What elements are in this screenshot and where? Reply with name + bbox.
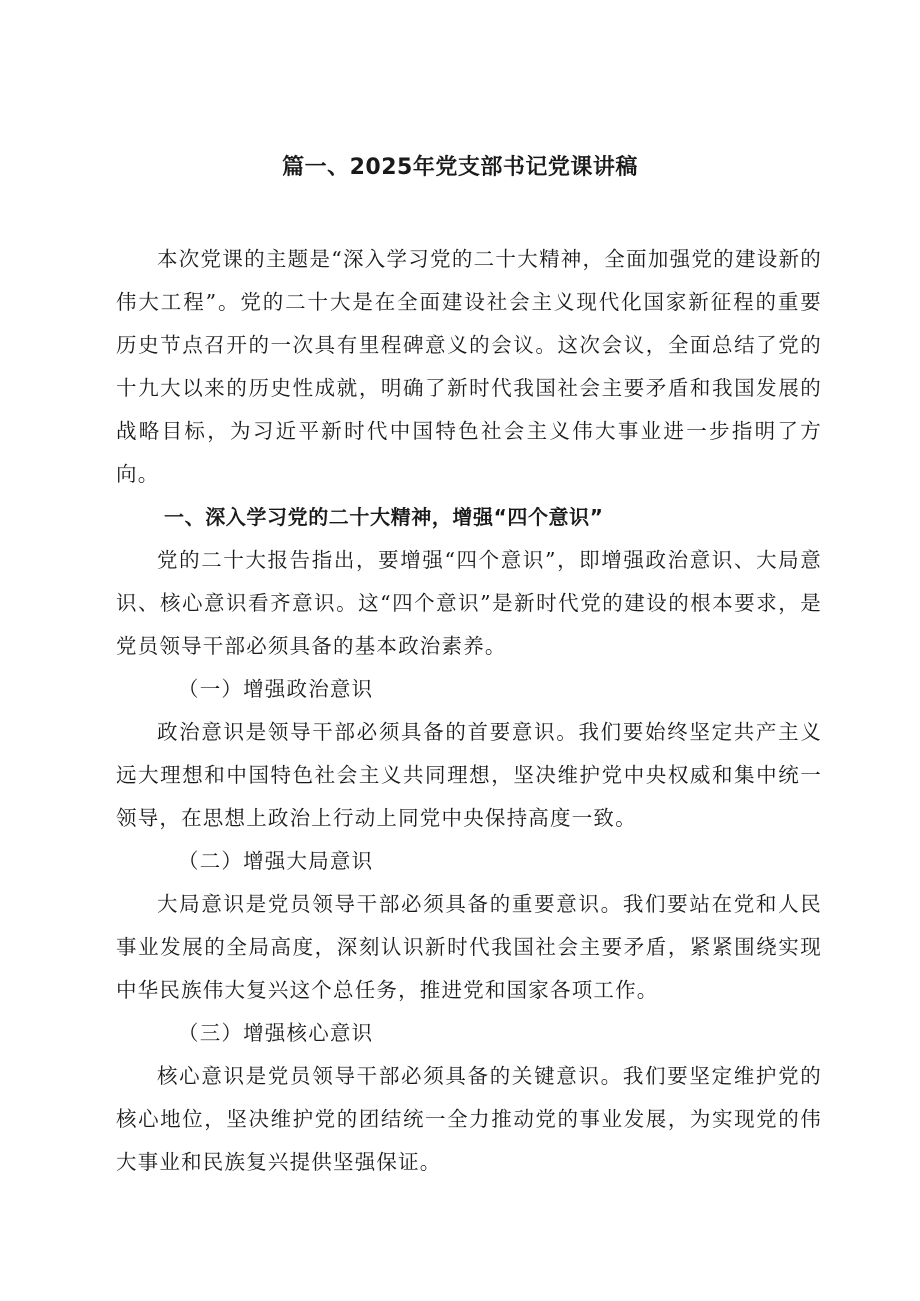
subsection-3-paragraph: 核心意识是党员领导干部必须具备的关键意识。我们要坚定维护党的核心地位，坚决维护党的团结统一全力推动党的事业发展，为实现党的伟大事业和民族复兴提供坚强保证。 xyxy=(116,1064,822,1174)
document-title: 篇一、2025年党支部书记党课讲稿 xyxy=(282,155,638,180)
subsection-heading-1: （一）增强政治意识 xyxy=(178,677,374,701)
intro-paragraph: 本次党课的主题是“深入学习党的二十大精神，全面加强党的建设新的伟大工程”。党的二十大是在全面建设社会主义现代化国家新征程的重要历史节点召开的一次具有里程碑意义的会议。这次会议，全面总结了党的十九大以来的历史性成就，明确了新时代我国社会主要矛盾和我国发展的战略目标，为习近平新时代中国特色社会主义伟大事业进一步指明了方向。 xyxy=(116,247,822,486)
subsection-heading-2: （二）增强大局意识 xyxy=(178,849,374,873)
section-1-paragraph: 党的二十大报告指出，要增强“四个意识”，即增强政治意识、大局意识、核心意识看齐意识。这“四个意识”是新时代党的建设的根本要求，是党员领导干部必须具备的基本政治素养。 xyxy=(116,548,822,658)
subsection-2-paragraph: 大局意识是党员领导干部必须具备的重要意识。我们要站在党和人民事业发展的全局高度，深刻认识新时代我国社会主要矛盾，紧紧围绕实现中华民族伟大复兴这个总任务，推进党和国家各项工作。 xyxy=(116,892,822,1002)
subsection-heading-3: （三）增强核心意识 xyxy=(178,1021,374,1045)
subsection-1-paragraph: 政治意识是领导干部必须具备的首要意识。我们要始终坚定共产主义远大理想和中国特色社会主义共同理想，坚决维护党中央权威和集中统一领导，在思想上政治上行动上同党中央保持高度一致。 xyxy=(116,720,822,830)
section-heading-1: 一、深入学习党的二十大精神，增强“四个意识” xyxy=(164,505,604,529)
document-body xyxy=(116,238,822,1184)
